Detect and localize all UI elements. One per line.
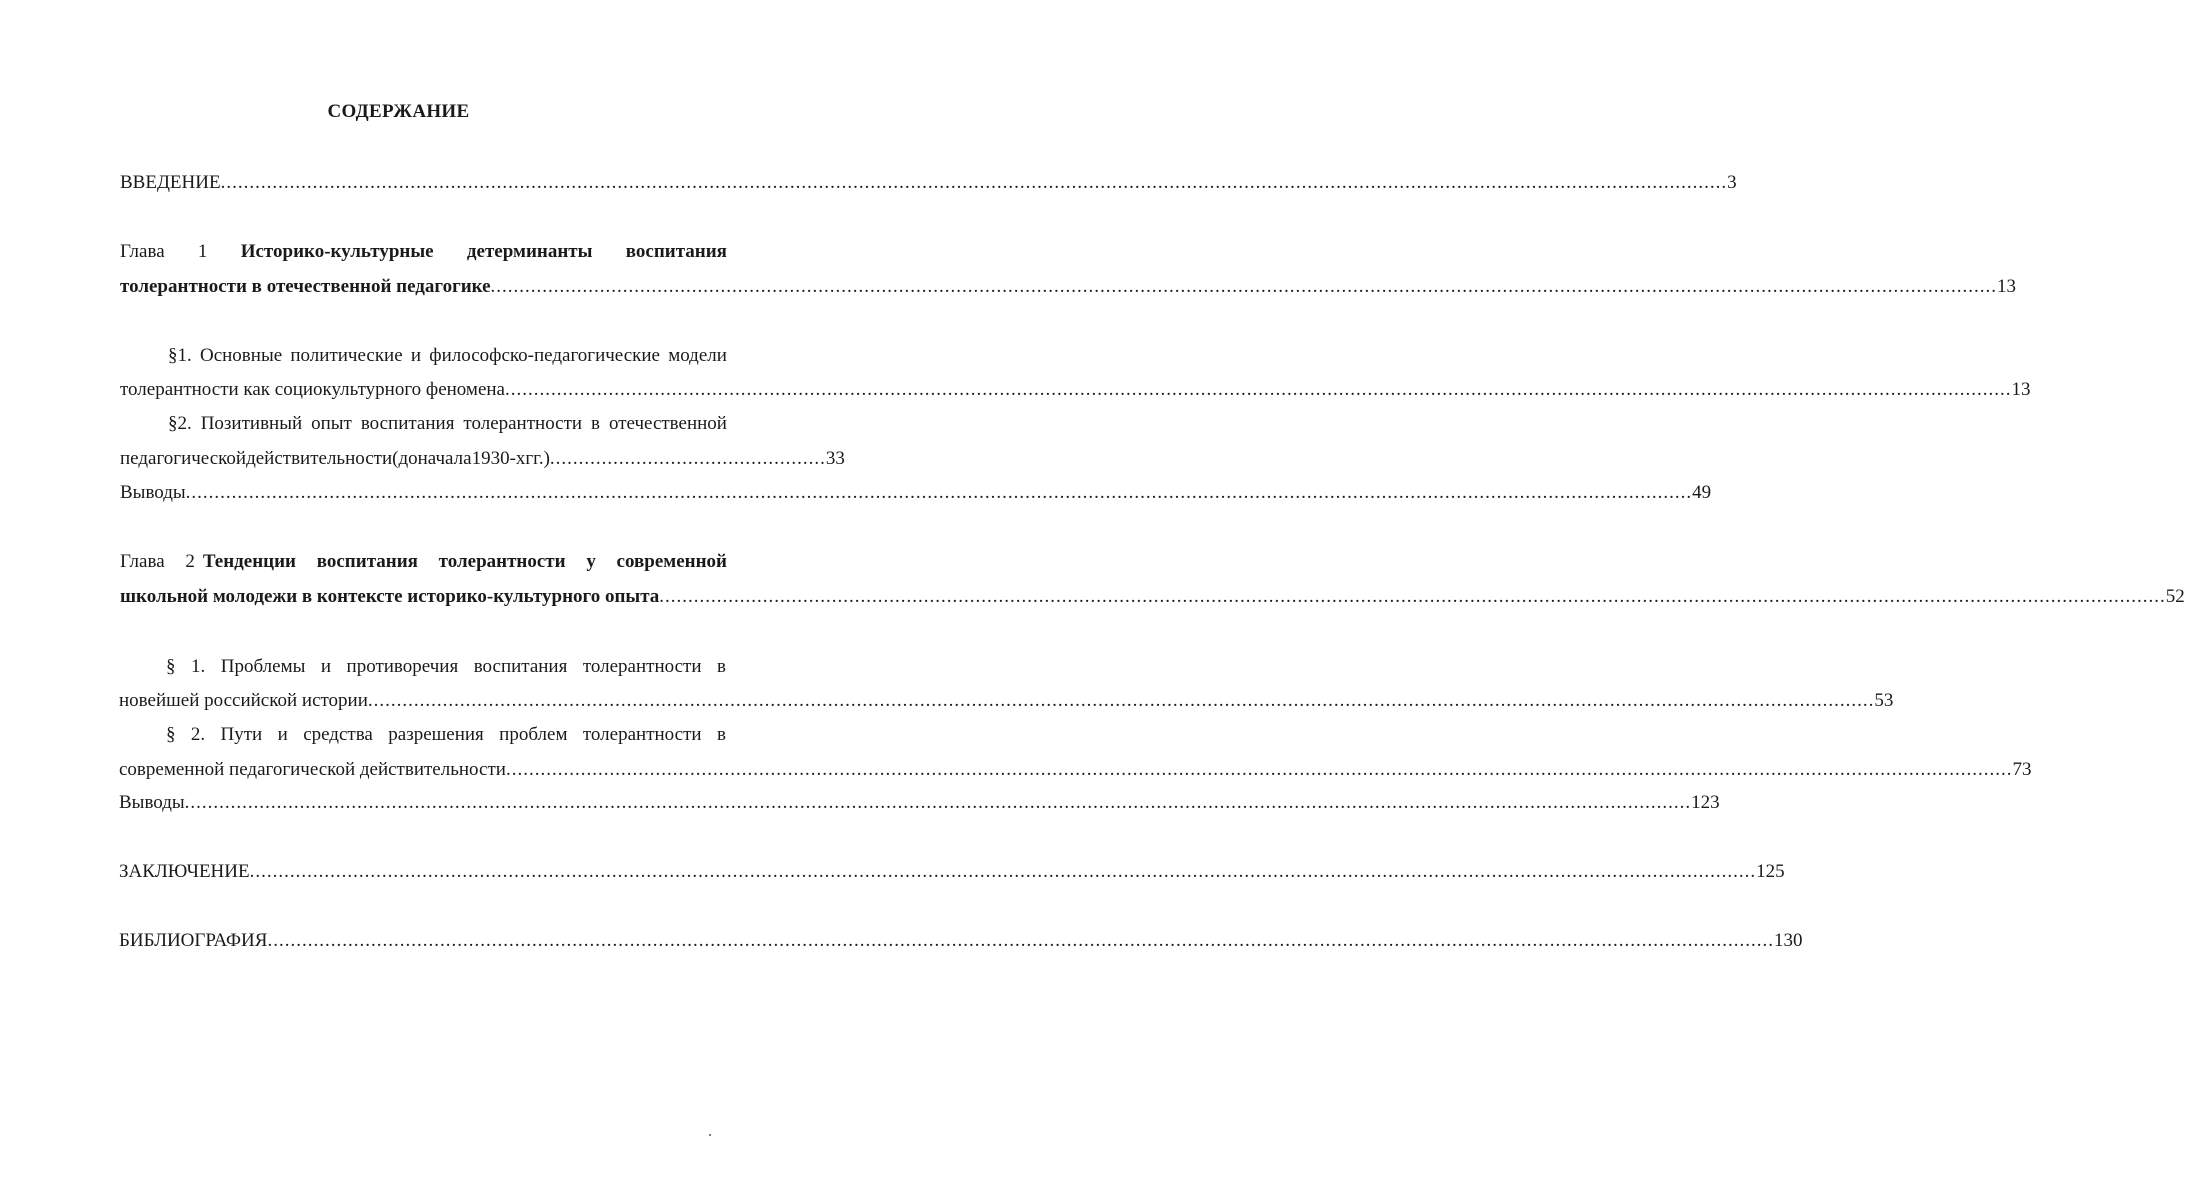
section-word: толерантности	[582, 656, 702, 677]
section-word: философско-педагогические	[429, 345, 660, 366]
chapter-number: 1	[197, 241, 208, 262]
toc-page-number: 13	[2011, 379, 2031, 400]
section-word: §	[166, 656, 176, 677]
section-title-continued	[120, 447, 544, 471]
toc-page-number: 52	[2165, 586, 2185, 607]
leader-dots	[221, 171, 1728, 195]
toc-page-number: 73	[2012, 759, 2032, 780]
section-word: воспитания	[473, 656, 568, 677]
toc-chapter2-line1	[120, 550, 727, 574]
section-title-continued: современной педагогической действительности	[119, 759, 506, 780]
toc-ch2-section2-line2	[119, 758, 2032, 782]
section-word: 1.	[191, 656, 206, 677]
section-word: толерантности	[582, 724, 702, 745]
toc-ch1-section1-line2	[120, 378, 2031, 402]
section-word: разрешения	[388, 724, 484, 745]
chapter-word: Глава	[120, 241, 165, 262]
section-word: политические	[290, 345, 403, 366]
leader-dots	[659, 585, 2166, 609]
toc-page-number: 33	[825, 448, 845, 469]
chapter-title-word: Историко-культурные	[240, 241, 434, 262]
toc-label: Выводы	[120, 482, 186, 503]
section-word: §1.	[168, 345, 192, 366]
section-title-continued: толерантности как социокультурного феномена	[120, 379, 505, 400]
toc-chapter1-line1	[120, 240, 727, 264]
toc-page-number: 123	[1691, 792, 1720, 813]
page-title: СОДЕРЖАНИЕ	[327, 101, 470, 122]
chapter-title-continued: школьной молодежи в контексте историко-культурного опыта	[120, 586, 660, 607]
toc-ch2-conclusions	[119, 791, 1720, 815]
chapter-title-word: воспитания	[316, 551, 418, 572]
section-word: модели	[668, 345, 727, 366]
section-word: начала	[417, 448, 472, 469]
section-word: и	[320, 656, 332, 677]
toc-entry-introduction	[120, 171, 1737, 195]
section-word: действительности	[246, 448, 393, 469]
toc-page-number: 125	[1756, 861, 1785, 882]
section-word: (до	[392, 448, 418, 469]
scan-speck	[709, 1134, 711, 1136]
toc-entry-bibliography	[119, 929, 1803, 953]
leader-dots	[186, 481, 1693, 505]
section-word: гг.	[525, 448, 544, 469]
toc-page-number: 130	[1773, 930, 1803, 951]
section-word: Проблемы	[220, 656, 306, 677]
section-word: средства	[303, 724, 373, 745]
leader-dots: ................................................	[549, 448, 826, 469]
chapter-number: 2	[185, 551, 195, 572]
section-word: 1930-х	[471, 448, 526, 469]
toc-ch2-section2-line1	[166, 723, 726, 747]
section-word: педагогической	[120, 448, 247, 469]
section-word: и	[410, 345, 422, 366]
toc-ch1-conclusions	[120, 481, 1712, 505]
toc-page-number: 13	[1997, 276, 2017, 297]
toc-page-number: 53	[1874, 690, 1894, 711]
leader-dots	[250, 860, 1757, 884]
toc-label: БИБЛИОГРАФИЯ	[119, 930, 268, 951]
section-word: Позитивный	[200, 413, 303, 434]
chapter-title-word: детерминанты	[466, 241, 593, 262]
section-word: отечественной	[608, 413, 727, 434]
leader-dots	[267, 929, 1774, 953]
chapter-title-continued: толерантности в отечественной педагогике	[120, 276, 491, 297]
toc-ch1-section1-line1	[168, 344, 727, 368]
toc-ch1-section2-line1	[168, 412, 727, 436]
section-word: проблем	[499, 724, 568, 745]
toc-entry-conclusion	[119, 860, 1785, 884]
toc-chapter1-line2	[120, 275, 2017, 299]
leader-dots	[491, 275, 1998, 299]
chapter-title-word: толерантности	[438, 551, 566, 572]
section-word: в	[717, 656, 726, 677]
toc-page-number: 49	[1692, 482, 1712, 503]
toc-page-number: 3	[1727, 172, 1737, 193]
toc-ch2-section1-line1	[166, 655, 726, 679]
leader-dots	[185, 791, 1692, 815]
section-word: воспитания	[360, 413, 455, 434]
section-word: в	[591, 413, 601, 434]
toc-ch1-section2-line2	[120, 447, 845, 471]
section-word: опыт	[311, 413, 352, 434]
section-word: §2.	[168, 413, 192, 434]
chapter-title-word: у	[586, 551, 596, 572]
section-word: Основные	[199, 345, 283, 366]
toc-label: ЗАКЛЮЧЕНИЕ	[119, 861, 250, 882]
closing-parenthesis: )	[543, 448, 550, 469]
chapter-title-word: современной	[616, 551, 727, 572]
section-word: противоречия	[346, 656, 459, 677]
section-word: толерантности	[463, 413, 583, 434]
section-word: Пути	[220, 724, 263, 745]
chapter-title-word: Тенденции	[202, 551, 297, 572]
toc-label: Выводы	[119, 792, 185, 813]
section-word: 2.	[190, 724, 206, 745]
chapter-title-word: воспитания	[625, 241, 727, 262]
section-word: и	[277, 724, 288, 745]
leader-dots	[368, 689, 1875, 713]
leader-dots	[505, 378, 2012, 402]
section-word: в	[716, 724, 726, 745]
chapter-word: Глава	[120, 551, 165, 572]
toc-ch2-section1-line2	[119, 689, 1894, 713]
section-word: §	[166, 724, 176, 745]
section-title-continued: новейшей российской истории	[119, 690, 368, 711]
toc-label: ВВЕДЕНИЕ	[120, 172, 221, 193]
toc-chapter2-line2	[120, 585, 2185, 609]
leader-dots	[506, 758, 2013, 782]
